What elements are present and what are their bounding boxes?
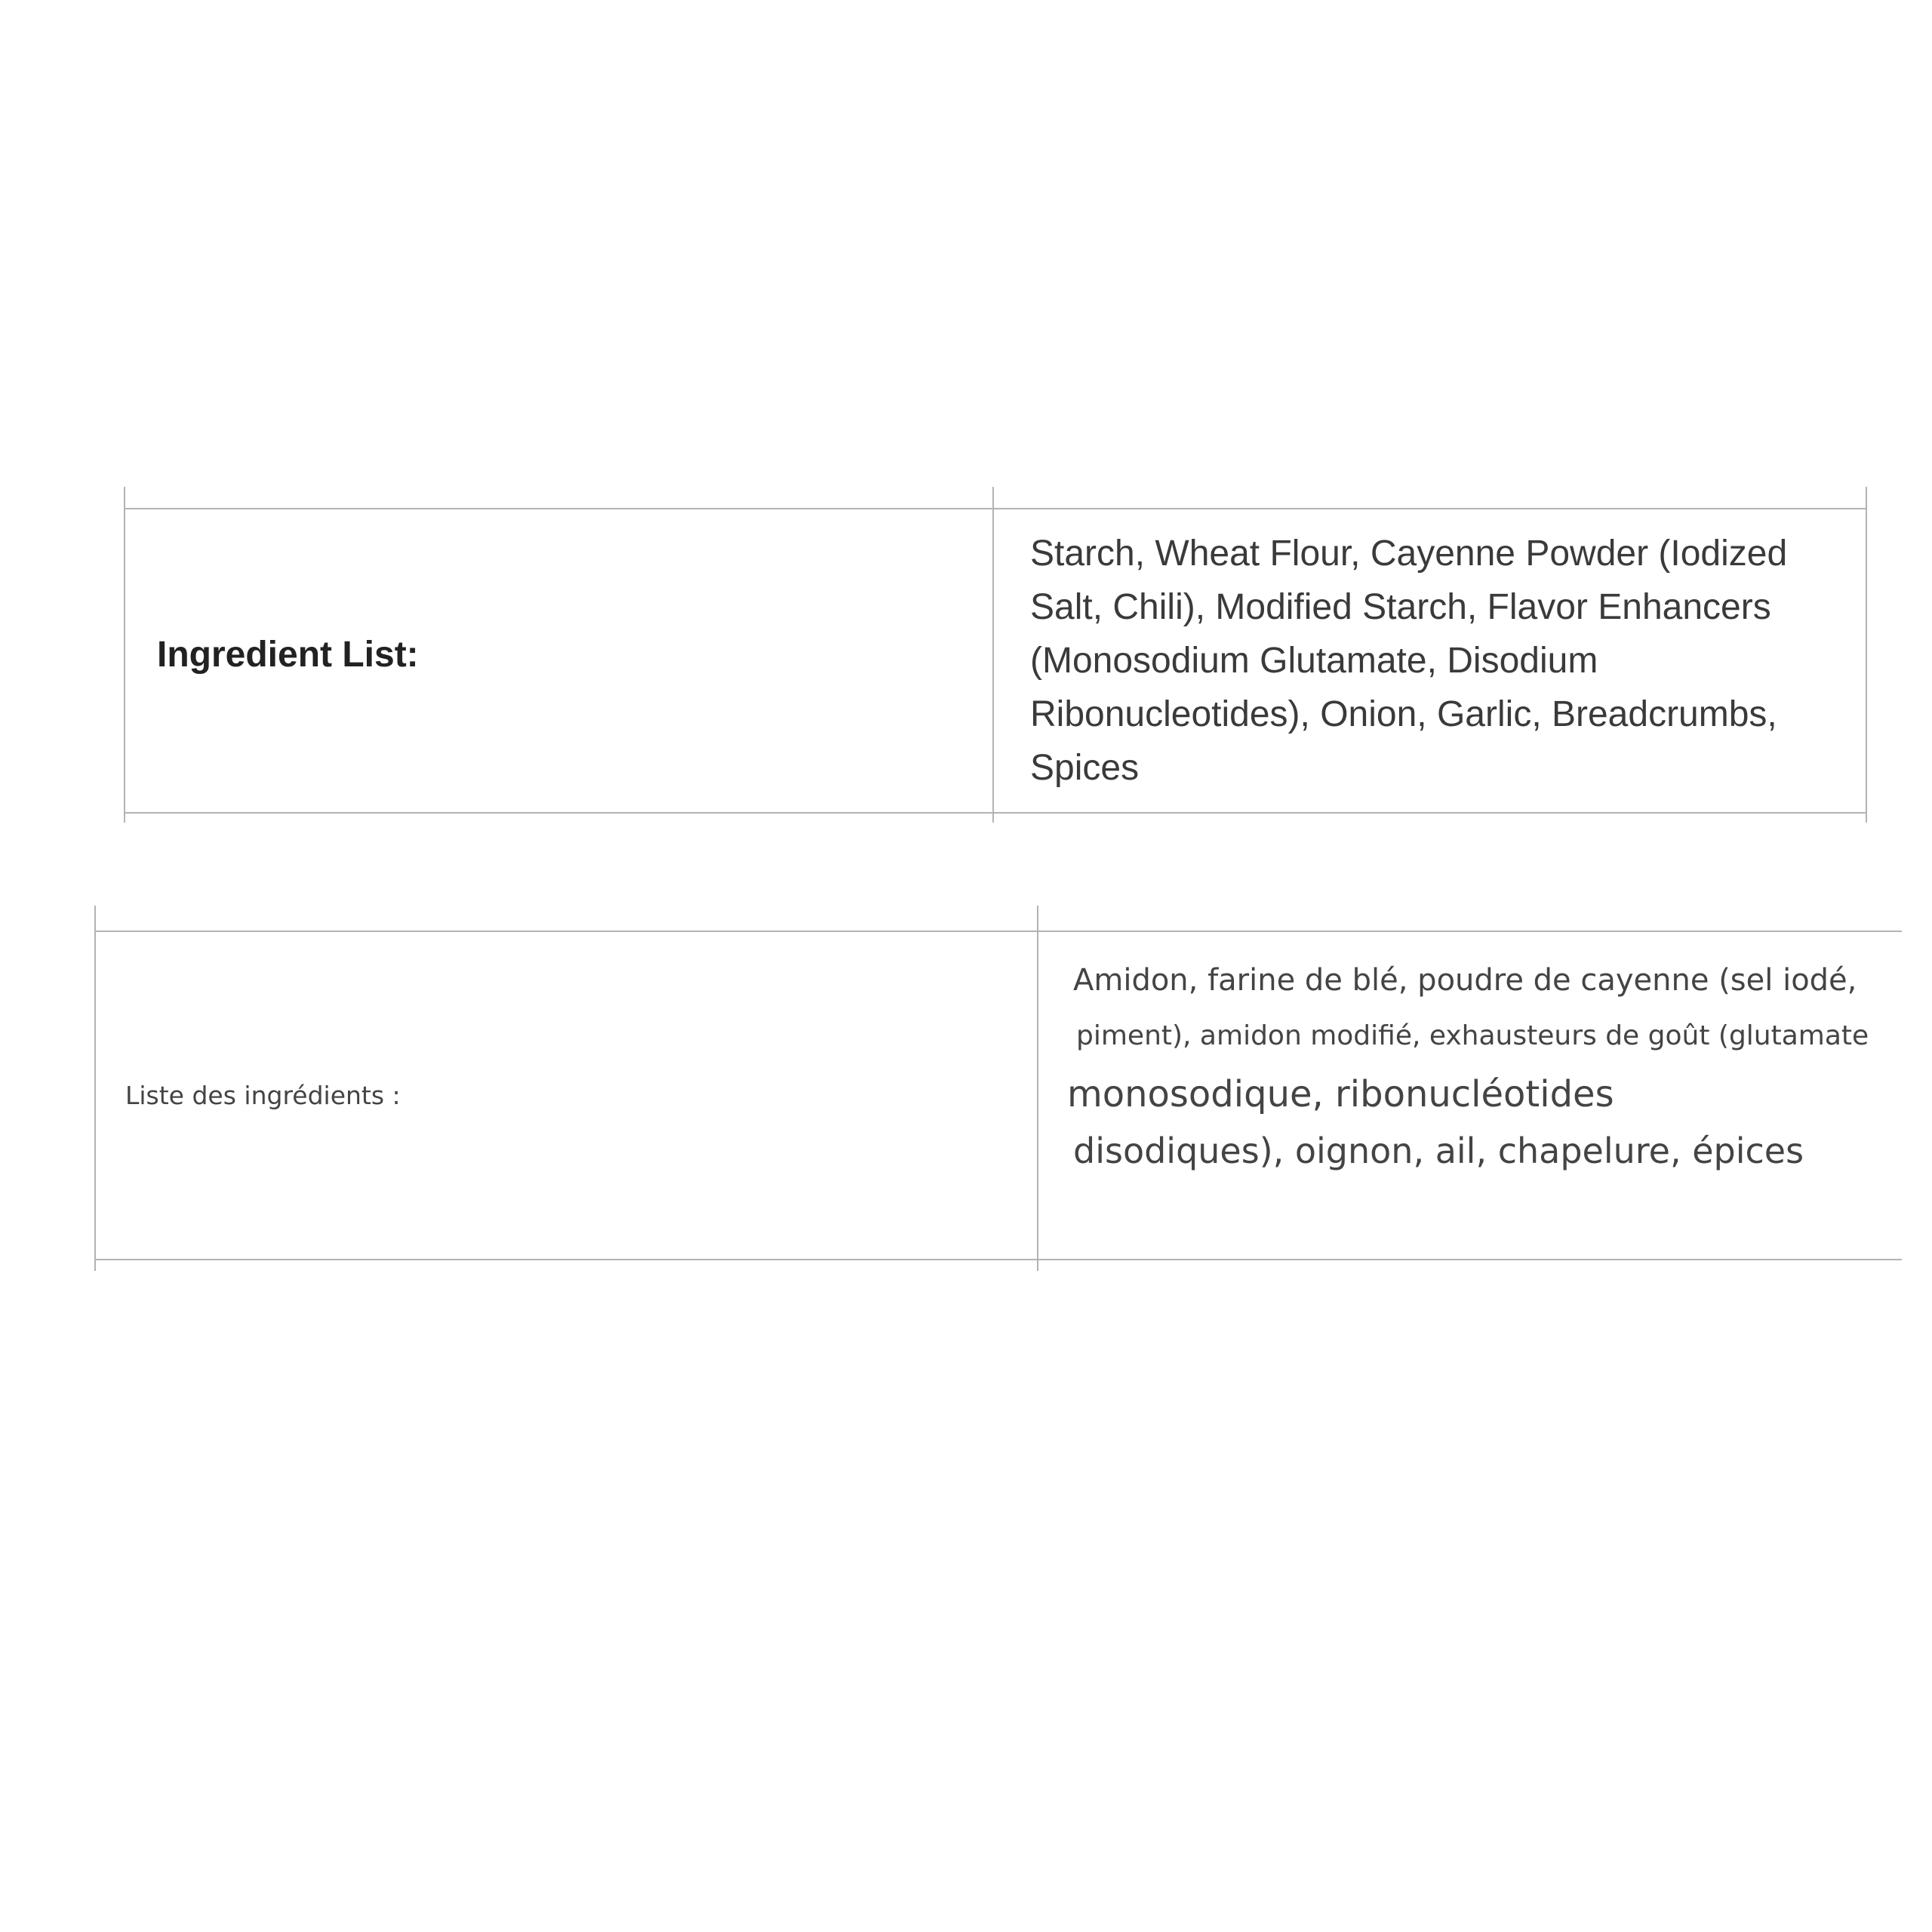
table-border-top xyxy=(94,931,1902,932)
ingredient-line: piment), amidon modifié, exhausteurs de goût (glutamate xyxy=(1076,1020,1869,1051)
ingredient-list-value xyxy=(1030,527,1853,795)
ingredient-line: Amidon, farine de blé, poudre de cayenne (sel iodé, xyxy=(1073,963,1857,998)
ingredient-list-label: Ingredient List: xyxy=(157,635,419,675)
table-border-bottom xyxy=(124,812,1867,814)
ingredient-line: Ribonucleotides), Onion, Garlic, Breadcrumbs, xyxy=(1030,694,1777,734)
table-border-right xyxy=(1866,487,1867,823)
table-border-left xyxy=(94,906,96,1271)
ingredient-line: disodiques), oignon, ail, chapelure, épices xyxy=(1073,1131,1804,1171)
ingredient-line: monosodique, ribonucléotides xyxy=(1067,1073,1614,1115)
ingredient-line: Salt, Chili), Modified Starch, Flavor Enhancers xyxy=(1030,587,1771,627)
ingredient-line: Spices xyxy=(1030,748,1140,788)
ingredient-line: Starch, Wheat Flour, Cayenne Powder (Iodized xyxy=(1030,534,1788,574)
table-column-divider xyxy=(1037,906,1038,1271)
ingredient-line: (Monosodium Glutamate, Disodium xyxy=(1030,641,1598,681)
liste-ingredients-value xyxy=(1067,952,1903,1177)
table-border-top xyxy=(124,508,1867,509)
table-border-left xyxy=(124,487,125,823)
table-column-divider xyxy=(992,487,994,823)
table-border-bottom xyxy=(94,1259,1902,1260)
liste-ingredients-label: Liste des ingrédients : xyxy=(125,1081,401,1110)
